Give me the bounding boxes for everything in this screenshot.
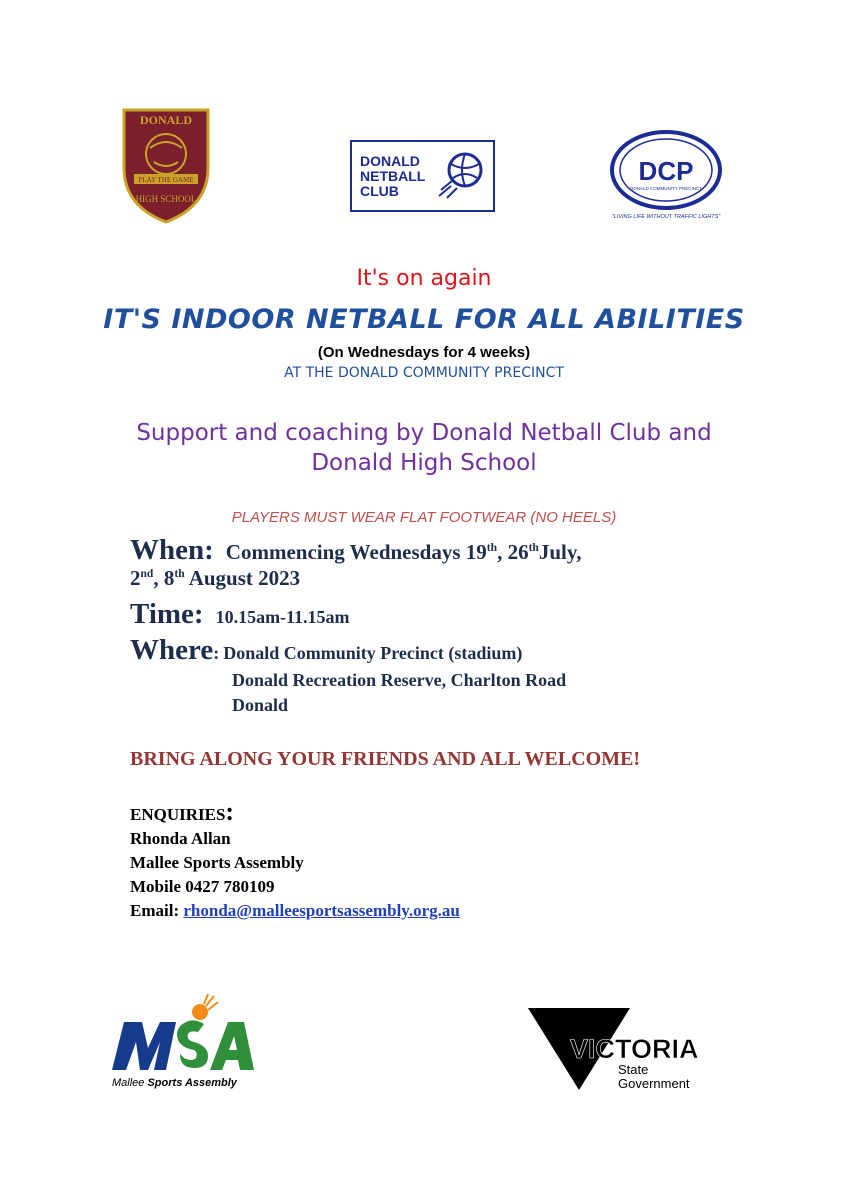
donald-netball-club-logo <box>350 140 495 212</box>
where-line: Where: Donald Community Precinct (stadium) <box>130 634 523 666</box>
victoria-state-government-logo <box>528 1008 733 1092</box>
dcp-letters: DCP <box>638 156 694 186</box>
contact-org: Mallee Sports Assembly <box>130 853 304 872</box>
support-line-1: Support and coaching by Donald Netball Club and <box>136 420 712 446</box>
contact-mobile: Mobile 0427 780109 <box>130 877 275 896</box>
support-line-2: Donald High School <box>311 450 537 476</box>
crest-bottom-text: HIGH SCHOOL <box>135 194 197 204</box>
time-label: Time: <box>130 598 204 630</box>
donald-high-school-crest-logo <box>120 106 212 224</box>
time-value: 10.15am-11.15am <box>215 607 350 627</box>
welcome-banner: BRING ALONG YOUR FRIENDS AND ALL WELCOME! <box>130 748 641 770</box>
enquiries-block <box>130 797 460 923</box>
contact-email-line: Email: rhonda@malleesportsassembly.org.au <box>130 901 460 920</box>
crest-motto-text: PLAY THE GAME <box>138 176 194 184</box>
donald-community-precinct-logo <box>600 128 732 224</box>
where-label: Where <box>130 634 214 666</box>
when-label: When: <box>130 534 214 566</box>
where-value-3: Donald <box>232 695 289 715</box>
support-text <box>0 418 848 478</box>
time-line <box>130 598 350 631</box>
when-value: Commencing Wednesdays 19th, 26thJuly, <box>225 540 582 564</box>
crest-top-text: DONALD <box>139 113 193 127</box>
government-text: Government <box>618 1076 690 1091</box>
contact-name: Rhonda Allan <box>130 829 231 848</box>
dnc-line-1: DONALD <box>360 153 420 169</box>
when-line <box>130 534 581 567</box>
netball-icon <box>437 150 483 200</box>
main-title: IT'S INDOOR NETBALL FOR ALL ABILITIES <box>103 304 745 335</box>
state-text: State <box>618 1062 649 1077</box>
venue-subtitle: AT THE DONALD COMMUNITY PRECINCT <box>284 365 564 381</box>
when-dates-line-2: 2nd, 8th August 2023 <box>130 566 301 590</box>
its-on-again-heading: It's on again <box>356 266 492 291</box>
mallee-sports-assembly-logo <box>110 992 260 1092</box>
dnc-line-2: NETBALL <box>360 168 426 184</box>
email-link[interactable]: rhonda@malleesportsassembly.org.au <box>183 901 460 920</box>
schedule-subtitle: (On Wednesdays for 4 weeks) <box>317 344 531 361</box>
dcp-tagline: "LIVING LIFE WITHOUT TRAFFIC LIGHTS" <box>611 214 721 220</box>
footwear-notice: PLAYERS MUST WEAR FLAT FOOTWEAR (NO HEELS) <box>231 509 617 526</box>
dcp-small-text: DONALD COMMUNITY PRECINCT <box>630 186 702 191</box>
enquiries-label: ENQUIRIES: <box>130 797 235 826</box>
victoria-wordmark: VICTORIA <box>570 1034 699 1064</box>
where-value-2: Donald Recreation Reserve, Charlton Road <box>232 670 567 690</box>
where-value-1: Donald Community Precinct (stadium) <box>223 643 523 663</box>
dnc-logo-text <box>360 154 425 199</box>
dnc-line-3: CLUB <box>360 183 399 199</box>
msa-caption: Mallee Sports Assembly <box>112 1077 237 1089</box>
